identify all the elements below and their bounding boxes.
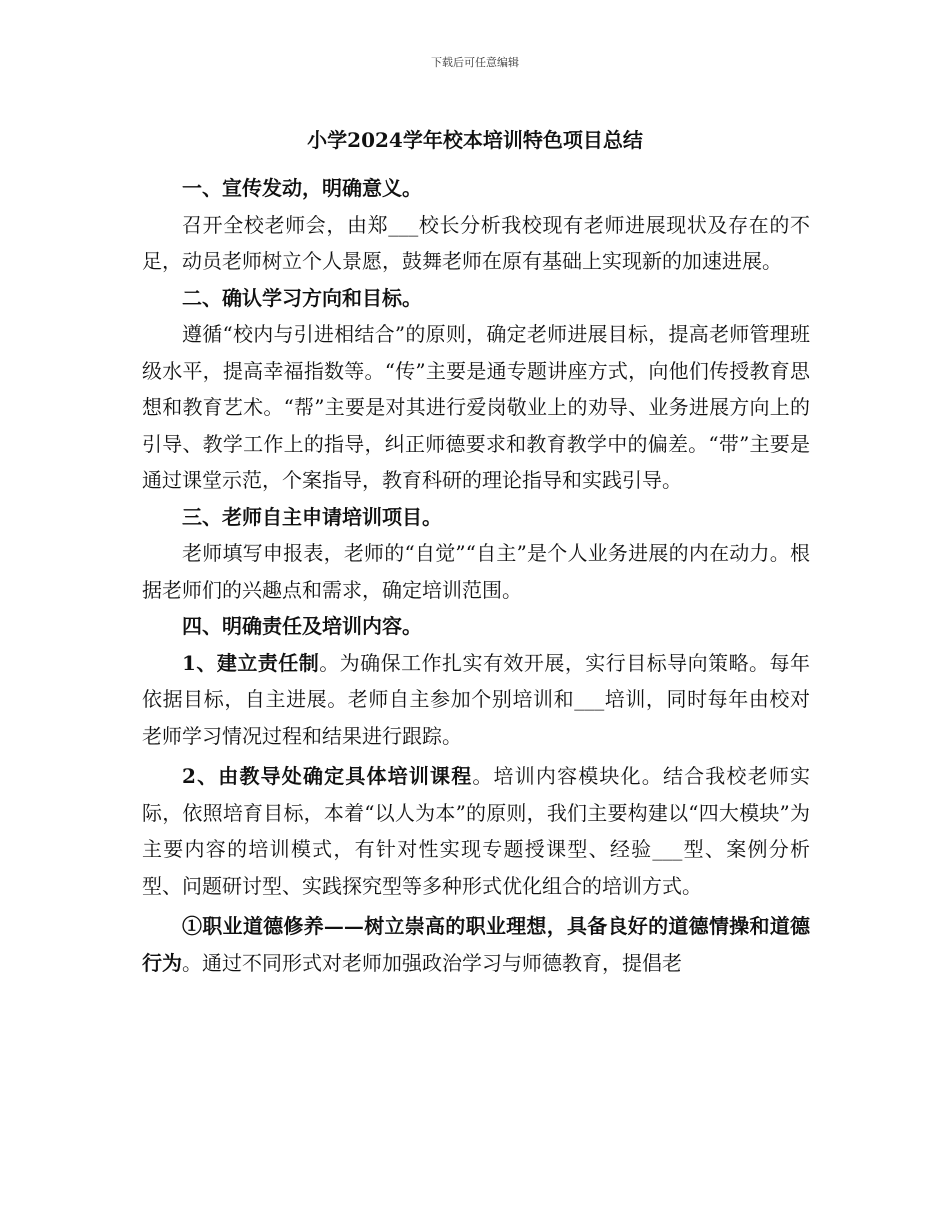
- paragraph: 老师填写申报表，老师的“自觉”“自主”是个人业务进展的内在动力。根据老师们的兴趣点和需求，确定培训范围。: [142, 541, 810, 602]
- paragraph: 召开全校老师会，由郑___校长分析我校现有老师进展现状及存在的不足，动员老师树立个人景愿，鼓舞老师在原有基础上实现新的加速进展。: [142, 212, 810, 273]
- paragraph: [142, 908, 810, 981]
- document-title: 小学2024学年校本培训特色项目总结: [307, 128, 643, 152]
- bold-lead: ①职业道德修养——树立崇高的职业理想，具备良好的道德情操和道德行为: [142, 914, 810, 975]
- document-body: [142, 170, 810, 981]
- paragraph: [142, 645, 810, 755]
- paragraph-text: 。培训内容模块化。结合我校老师实际，依照培育目标，本着“以人为本”的原则，我们主要构建以“四大模块”为主要内容的培训模式，有针对性实现专题授课型、经验___型、案例分析型、问题研讨型、实践探究型等多种形式优化组合的培训方式。: [142, 764, 811, 898]
- section-heading-2: 二、确认学习方向和目标。: [182, 285, 422, 310]
- section-heading-1: 一、宣传发动，明确意义。: [182, 176, 422, 200]
- page-header-note: 下载后可任意编辑: [431, 56, 519, 69]
- paragraph: [142, 758, 810, 904]
- paragraph: 遵循“校内与引进相结合”的原则，确定老师进展目标，提高老师管理班级水平，提高幸福指数等。“传”主要是通专题讲座方式，向他们传授教育思想和教育艺术。“帮”主要是对其进行爱岗敬业上的劝导、业务进展方向上的引导、教学工作上的指导，纠正师德要求和教育教学中的偏差。“带”主要是通过课堂示范，个案指导，教育科研的理论指导和实践引导。: [142, 322, 810, 492]
- bold-lead: 2、由教导处确定具体培训课程: [182, 764, 473, 788]
- section-heading-4: 四、明确责任及培训内容。: [182, 614, 422, 638]
- section-heading-3: 三、老师自主申请培训项目。: [182, 504, 442, 529]
- paragraph-text: 。通过不同形式对老师加强政治学习与师德教育，提倡老: [182, 950, 682, 975]
- bold-lead: 1、建立责任制: [182, 650, 320, 675]
- paragraph-text: 。为确保工作扎实有效开展，实行目标导向策略。每年依据目标，自主进展。老师自主参加个别培训和___培训，同时每年由校对老师学习情况过程和结果进行跟踪。: [142, 650, 810, 748]
